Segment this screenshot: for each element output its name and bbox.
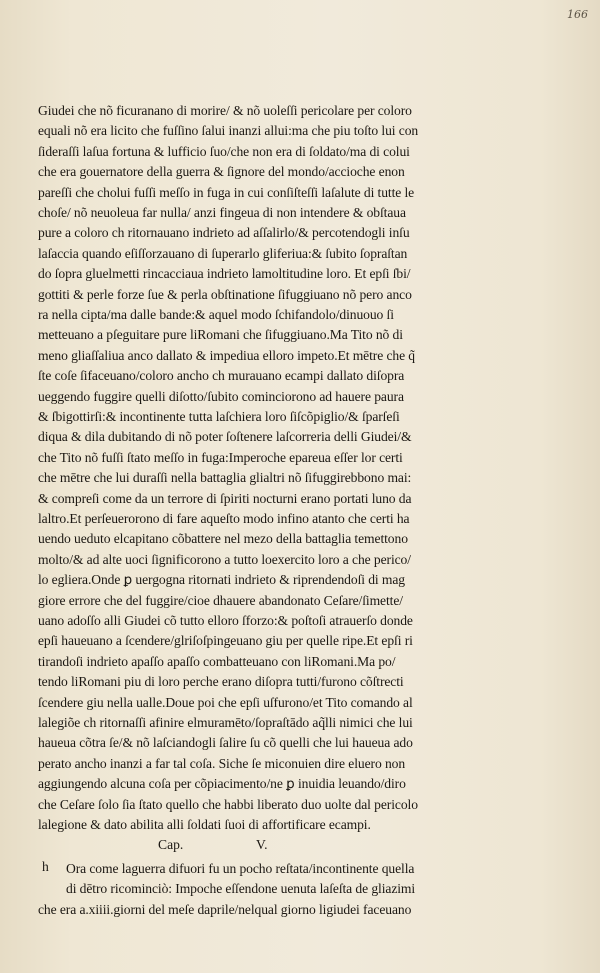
text-line: lalegiõe ch ritornaſſi afinire elmuramēto/ſopraſtādo aq̃lli nimici che lui xyxy=(38,715,413,730)
text-line: gottiti & perle forze ſue & perla obſtinatione ſifuggiuano nõ pero anco xyxy=(38,286,412,302)
text-line: diqua & dila dubitando di nõ poter ſoſtenere laſcorreria delli Giudei/& xyxy=(38,429,412,445)
text-line: tendo liRomani piu di loro perche erano diſopra tutti/furono cõſtrecti xyxy=(38,674,404,690)
text-line: laltro.Et perſeuerorono di fare aqueſto modo infino atanto che certi ha xyxy=(38,511,410,526)
text-line: tirandoſi indrieto apaſſo apaſſo combatteuano con liRomani.Ma po/ xyxy=(38,653,396,669)
text-line: choſe/ nõ neuoleua far nulla/ anzi fingeua di non intendere & obſtaua xyxy=(38,205,406,220)
text-line: uendo ueduto elcapitano cõbattere nel mezo della battaglia temettono xyxy=(38,531,408,547)
folio-number: 166 xyxy=(567,8,588,21)
text-line: che Ceſare ſolo ſia ſtato quello che habbi liberato duo uolte dal pericolo xyxy=(38,796,418,812)
text-line: equali nõ era licito che fuſſino ſalui inanzi allui:ma che piu toſto lui con xyxy=(38,123,419,139)
section-text-line: di dētro ricominciò: Impoche eſſendone uenuta laſeſta de gliazimi xyxy=(66,881,416,897)
text-line: uano adoſſo alli Giudei cõ tutto elloro ſforzo:& poſtoſi atrauerſo donde xyxy=(38,613,413,628)
text-line: molto/& ad alte uoci ſignificorono a tutto loexercito loro a che perico/ xyxy=(38,551,411,567)
chapter-label: Cap. xyxy=(158,837,184,852)
text-line: giore errore che del fuggire/cioe dhauere abandonato Ceſare/ſimette/ xyxy=(38,592,403,608)
section-text-line: Ora come laguerra difuori fu un pocho reſtata/incontinente quella xyxy=(66,861,415,876)
text-line: haueua cõtra ſe/& nõ laſciandogli ſalire ſu cõ quelli che lui haueua ado xyxy=(38,735,413,751)
text-line: che mētre che lui duraſſi nella battaglia glialtri nõ ſifuggirebbono mai: xyxy=(38,470,412,486)
text-line: ueggendo fuggire quelli diſotto/ſubito cominciorono ad hauere paura xyxy=(38,388,404,404)
text-line: pure a coloro ch ritornauano indrieto ad aſſalirlo/& percotendogli inſu xyxy=(38,225,410,241)
text-line: aggiungendo alcuna coſa per cõpiacimento/ne ꝑ inuidia leuando/diro xyxy=(38,776,406,792)
text-line: ſte coſe ſifaceuano/coloro ancho ch murauano ecampi dallato diſopra xyxy=(38,368,405,384)
text-line: do ſopra gluelmetti rincacciaua indrieto lamoltitudine loro. Et epſi ſbi/ xyxy=(38,266,411,282)
text-line: metteuano a pſeguitare pure liRomani che ſifuggiuano.Ma Tito nõ di xyxy=(38,327,403,343)
chapter-number: V. xyxy=(256,837,268,852)
text-line: lalegione & dato abilita alli ſoldati ſuoi di affortificare ecampi. xyxy=(38,817,371,832)
text-line: perato ancho inanzi a far tal coſa. Siche ſe miconuien dire eluero non xyxy=(38,755,406,771)
text-line: ſideraſſi laſua fortuna & lufficio ſuo/che non era di ſoldato/ma di colui xyxy=(38,143,410,159)
text-line: lo egliera.Onde ꝑ uergogna ritornati indrieto & riprendendoſi di mag xyxy=(38,572,405,588)
text-line: & ſbigottirſi:& incontinente tutta laſchiera loro ſiſcõpiglio/& ſparſeſi xyxy=(38,409,400,424)
text-line: pareſſi che cholui fuſſi meſſo in fuga in cui conſiſteſſi laſalute di tutte le xyxy=(38,184,415,200)
text-line: ſcendere giu nella ualle.Doue poi che epſi uſfurono/et Tito comando al xyxy=(38,694,413,710)
text-line: che era gouernatore della guerra & ſignore del mondo/accioche enon xyxy=(38,164,405,180)
text-line: meno gliaſſaliua anco dallato & impediua elloro impeto.Et mētre che q̃ xyxy=(38,347,415,363)
text-line: Giudei che nõ ficuranano di morire/ & nõ uoleſſi pericolare per coloro xyxy=(38,103,412,118)
text-line: laſaccia quando eſiſſorzauano di ſuperarlo gliferiua:& ſubito ſopraſtan xyxy=(38,245,408,261)
text-line: ra nella cipta/ma dalle bande:& aquel modo ſchifandolo/dinuouo ſi xyxy=(38,307,394,322)
text-line: & compreſi come da un terrore di ſpiriti nocturni erano portati luno da xyxy=(38,490,412,506)
text-line: epſi haueuano a ſcendere/glriſoſpingeuano giu per quelle ripe.Et epſi ri xyxy=(38,633,413,649)
section-text-line: che era a.xiiii.giorni del meſe daprile/nelqual giorno ligiudei faceuano xyxy=(38,901,412,917)
text-line: che Tito nõ fuſſi ſtato meſſo in fuga:Imperoche epareua eſſer lor certi xyxy=(38,449,403,465)
guide-letter-initial: h xyxy=(42,859,49,874)
